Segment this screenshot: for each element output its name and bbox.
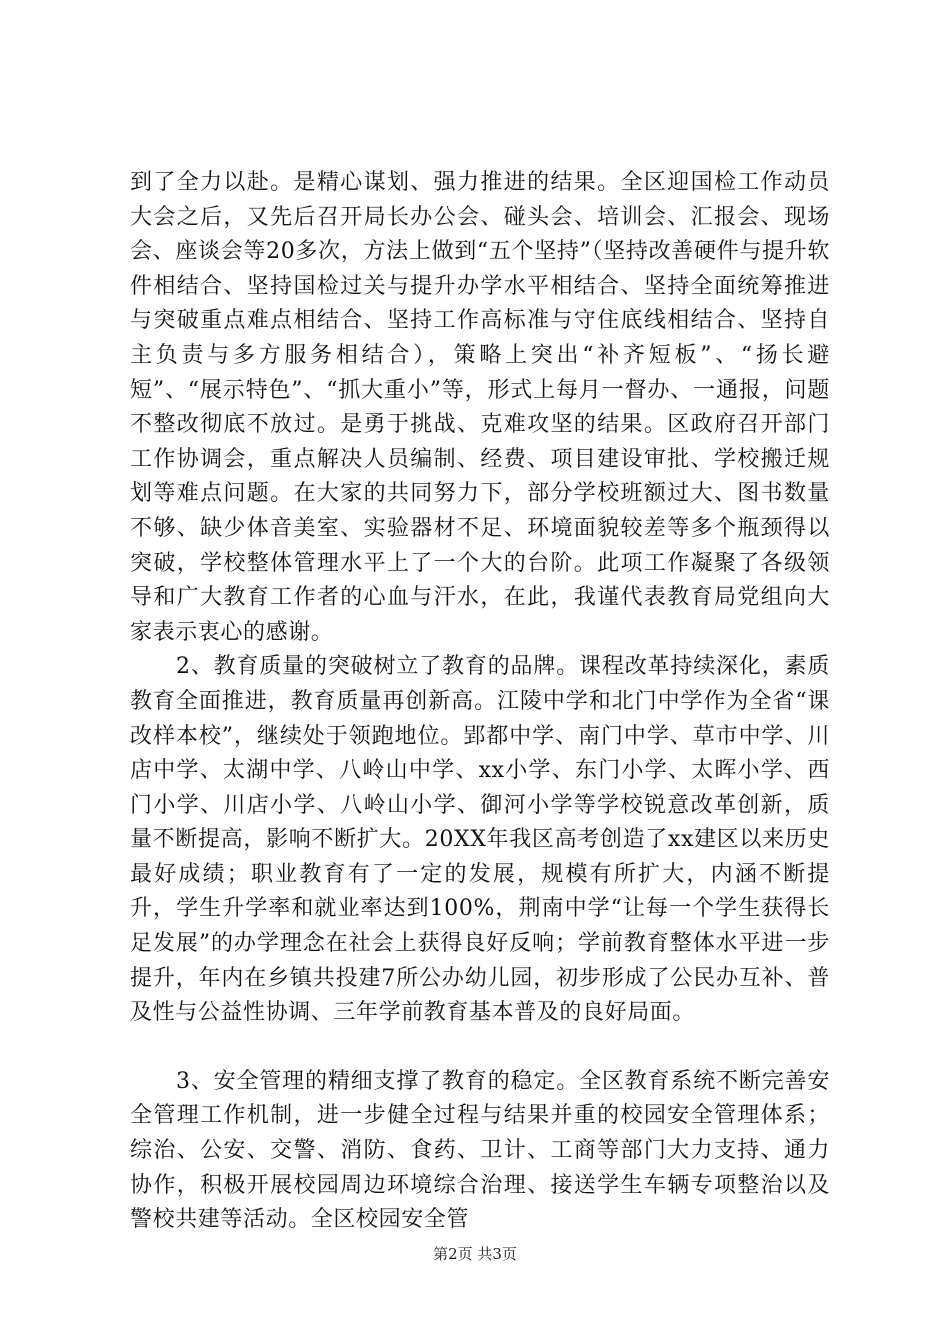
page-footer: 第2页 共3页 (433, 1245, 517, 1263)
paragraph-2: 2、教育质量的突破树立了教育的品牌。课程改革持续深化，素质教育全面推进，教育质量再创新高。江陵中学和北门中学作为全省“课改样本校”，继续处于领跑地位。郢都中学、南门中学、草市中学、川店中学、太湖中学、八岭山中学、xx小学、东门小学、太晖小学、西门小学、川店小学、八岭山小学、御河小学等学校锐意改革创新，质量不断提高，影响不断扩大。20XX年我区高考创造了xx建区以来历史最好成绩；职业教育有了一定的发展，规模有所扩大，内涵不断提升，学生升学率和就业率达到100%，荆南中学“让每一个学生获得长足发展”的办学理念在社会上获得良好反响；学前教育整体水平进一步提升，年内在乡镇共投建7所公办幼儿园，初步形成了公民办互补、普及性与公益性协调、三年学前教育基本普及的良好局面。 (130, 654, 830, 1026)
paragraph-1: 到了全力以赴。是精心谋划、强力推进的结果。全区迎国检工作动员大会之后，又先后召开局长办公会、碰头会、培训会、汇报会、现场会、座谈会等20多次，方法上做到“五个坚持”（坚持改善硬件与提升软件相结合、坚持国检过关与提升办学水平相结合、坚持全面统筹推进与突破重点难点相结合、坚持工作高标准与守住底线相结合、坚持自主负责与多方服务相结合），策略上突出“补齐短板”、“扬长避短”、“展示特色”、“抓大重小”等，形式上每月一督办、一通报，问题不整改彻底不放过。是勇于挑战、克难攻坚的结果。区政府召开部门工作协调会，重点解决人员编制、经费、项目建设审批、学校搬迁规划等难点问题。在大家的共同努力下，部分学校班额过大、图书数量不够、缺少体音美室、实验器材不足、环境面貌较差等多个瓶颈得以突破，学校整体管理水平上了一个大的台阶。此项工作凝聚了各级领导和广大教育工作者的心血与汗水，在此，我谨代表教育局党组向大家表示衷心的感谢。 (130, 170, 830, 645)
document-body (130, 166, 830, 1238)
paragraph-spacer (130, 1031, 830, 1065)
paragraph-3: 3、安全管理的精细支撑了教育的稳定。全区教育系统不断完善安全管理工作机制，进一步健全过程与结果并重的校园安全管理体系；综治、公安、交警、消防、食药、卫计、工商等部门大力支持、通力协作，积极开展校园周边环境综合治理、接送学生车辆专项整治以及警校共建等活动。全区校园安全管 (130, 1068, 830, 1233)
